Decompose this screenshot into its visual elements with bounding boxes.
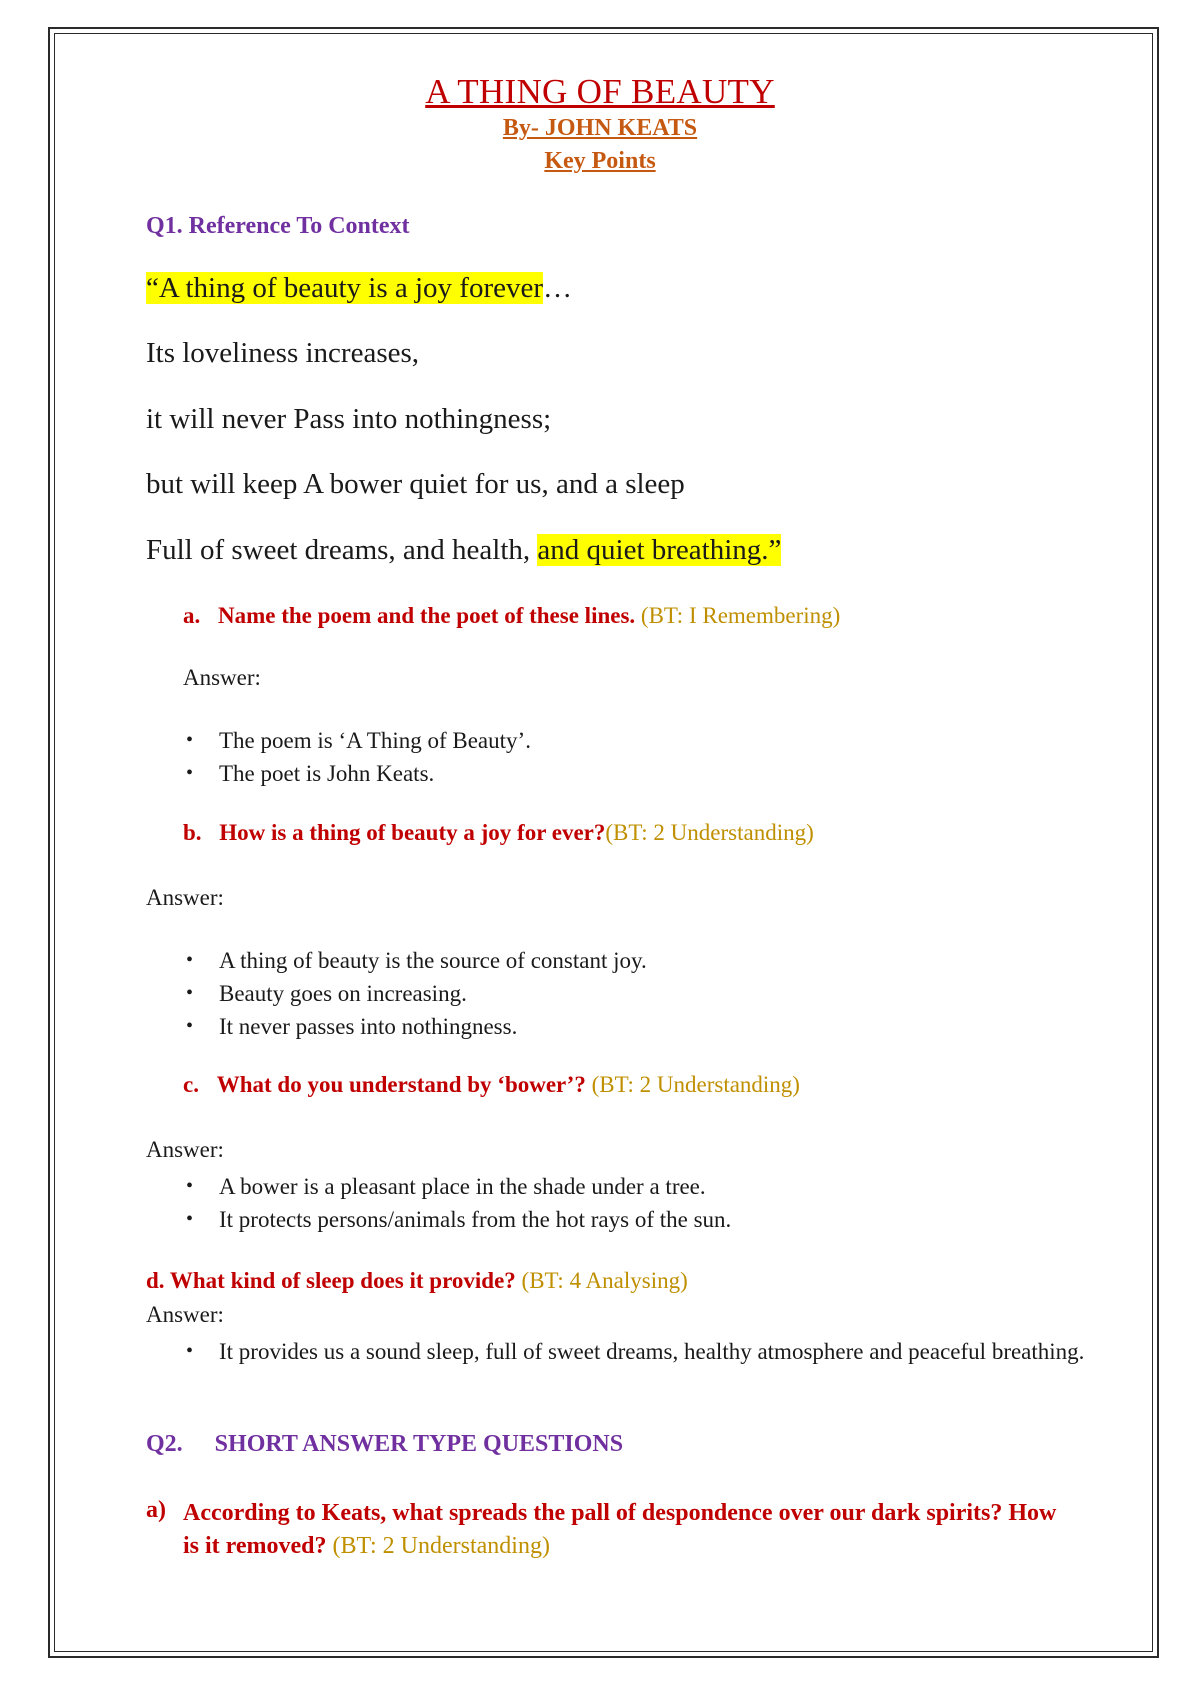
list-item: • Beauty goes on increasing.: [219, 977, 647, 1010]
list-item: • A thing of beauty is the source of constant joy.: [219, 944, 647, 977]
answer-a-label: Answer:: [183, 665, 261, 690]
list-item: • It provides us a sound sleep, full of sweet dreams, healthy atmosphere and peaceful breathing.: [219, 1335, 1109, 1368]
document-title: A THING OF BEAUTY: [425, 72, 775, 111]
poem-line-1-highlight: “A thing of beauty is a joy forever: [146, 272, 544, 304]
q2-question-a-text: According to Keats, what spreads the pall of despondence over our dark spirits? How is it removed?: [183, 1500, 1057, 1559]
poem-line-5-highlight: and quiet breathing.”: [537, 534, 782, 566]
poem-line-1-ellipsis: …: [543, 272, 573, 304]
question-b: [183, 820, 814, 846]
answer-b-list: [186, 944, 647, 1043]
question-d: [146, 1268, 688, 1294]
q1-heading: Q1. Reference To Context: [146, 213, 410, 239]
question-b-bt: (BT: 2 Understanding): [605, 820, 814, 845]
bullet-icon: •: [186, 949, 194, 971]
bullet-icon: •: [186, 1340, 194, 1362]
q2-label: Q2.: [146, 1431, 183, 1457]
question-b-text: How is a thing of beauty a joy for ever?: [219, 820, 606, 845]
question-a-bt: (BT: I Remembering): [640, 603, 841, 628]
q2-question-a: [183, 1497, 1063, 1563]
question-b-marker: b.: [183, 820, 202, 845]
answer-d-label: Answer:: [146, 1302, 224, 1327]
q2-title: SHORT ANSWER TYPE QUESTIONS: [214, 1431, 624, 1457]
author-byline: By- JOHN KEATS: [502, 115, 698, 141]
question-a-marker: a.: [183, 603, 201, 628]
answer-a-list: [186, 724, 531, 790]
answer-b-label: Answer:: [146, 885, 224, 910]
poem-line-3: it will never Pass into nothingness;: [146, 403, 552, 435]
answer-c-label: Answer:: [146, 1137, 224, 1162]
question-c-text: What do you understand by ‘bower’?: [216, 1072, 586, 1097]
question-a: [183, 603, 840, 629]
question-d-bt: (BT: 4 Analysing): [521, 1268, 688, 1293]
bullet-icon: •: [186, 729, 194, 751]
bullet-icon: •: [186, 1015, 194, 1037]
list-item: • A bower is a pleasant place in the shade under a tree.: [219, 1170, 731, 1203]
q2-question-a-bt: (BT: 2 Understanding): [332, 1533, 550, 1559]
bullet-icon: •: [186, 982, 194, 1004]
bullet-icon: •: [186, 1208, 194, 1230]
poem-line-5: [146, 534, 781, 567]
q2-heading: [146, 1431, 623, 1458]
question-d-text: d. What kind of sleep does it provide?: [146, 1268, 516, 1293]
poem-line-1: [146, 272, 572, 305]
answer-c-list: [186, 1170, 732, 1236]
question-c-bt: (BT: 2 Understanding): [591, 1072, 800, 1097]
key-points-subtitle: Key Points: [544, 148, 656, 174]
bullet-icon: •: [186, 1175, 194, 1197]
question-a-text: Name the poem and the poet of these lines.: [218, 603, 636, 628]
poem-line-5-text: Full of sweet dreams, and health,: [146, 534, 538, 566]
poem-line-4: but will keep A bower quiet for us, and a sleep: [146, 468, 685, 500]
question-c: [183, 1072, 800, 1098]
list-item: • It protects persons/animals from the hot rays of the sun.: [219, 1203, 731, 1236]
list-item: • The poem is ‘A Thing of Beauty’.: [219, 724, 531, 757]
poem-line-2: Its loveliness increases,: [146, 337, 420, 369]
bullet-icon: •: [186, 762, 194, 784]
answer-d-list: [186, 1335, 1109, 1368]
question-c-marker: c.: [183, 1072, 199, 1097]
list-item: • The poet is John Keats.: [219, 757, 531, 790]
q2-question-a-marker: a): [146, 1497, 166, 1523]
list-item: • It never passes into nothingness.: [219, 1010, 647, 1043]
